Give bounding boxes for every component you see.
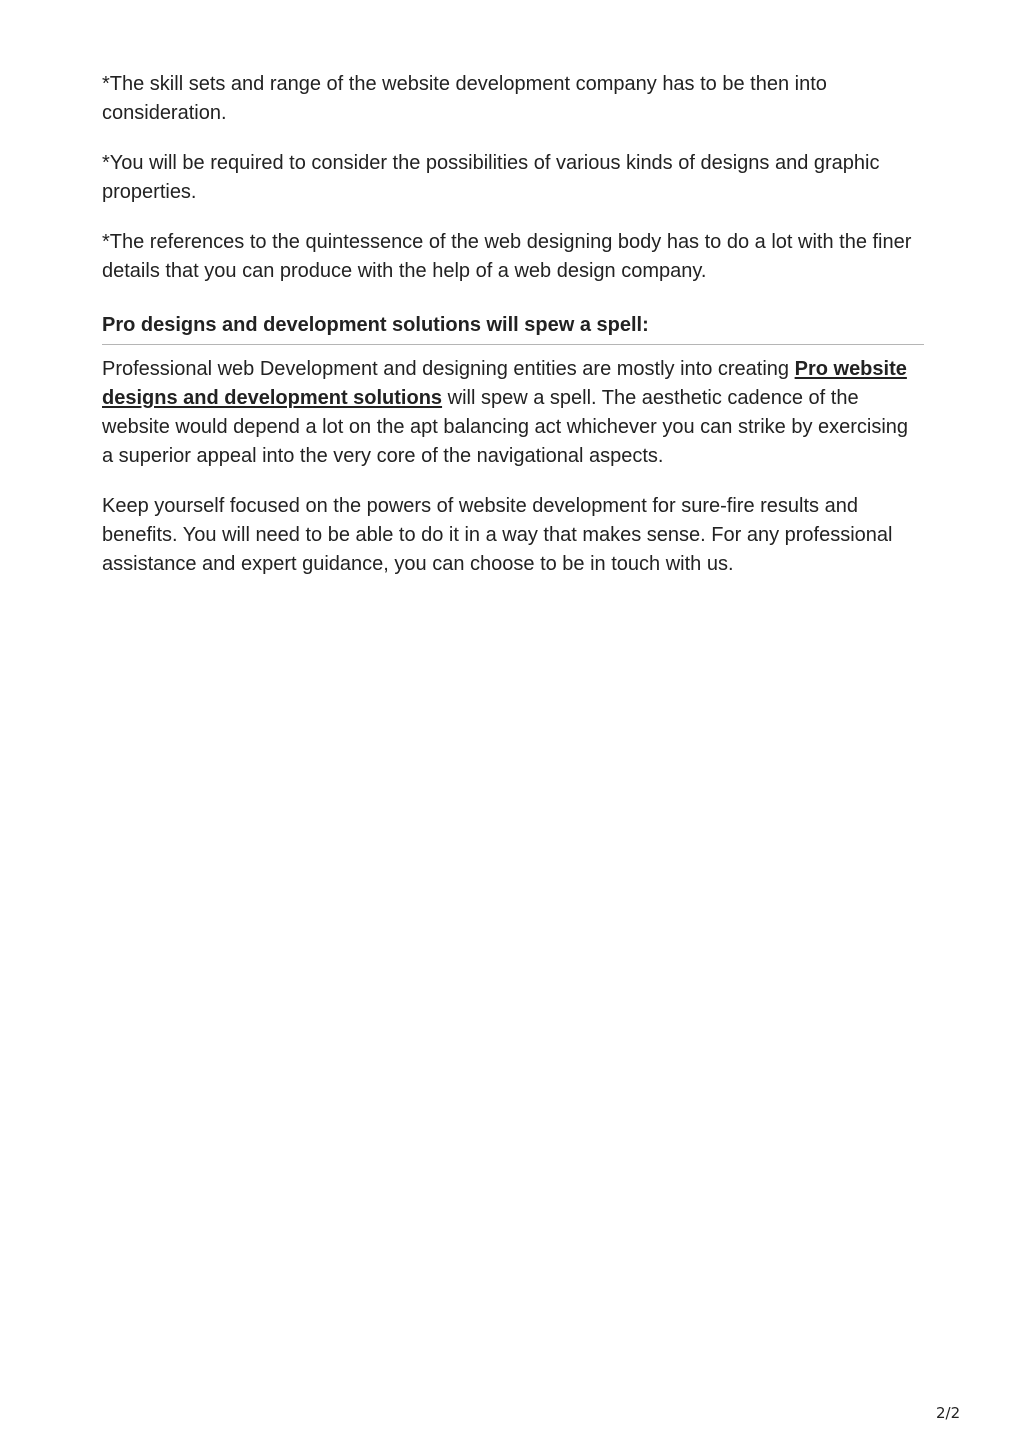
section-paragraph-keep-focused: Keep yourself focused on the powers of website development for sure-fire results and benefits. You will need to be able to do it in a way that makes sense. For any professional assistance and expert guidance, you can choose to be in touch with us. [102,495,893,575]
document-body [102,70,924,600]
section-heading: Pro designs and development solutions will spew a spell: [102,311,924,345]
page-number: 2/2 [936,1404,961,1422]
bullet-paragraph-designs: *You will be required to consider the possibilities of various kinds of designs and graphic properties. [102,152,880,203]
pro-website-designs-link[interactable]: Pro website designs and development solutions [102,358,907,409]
paragraph-text-after-link: will spew a spell. The aesthetic cadence of the website would depend a lot on the apt balancing act whichever you can strike by exercising a superior appeal into the very core of the navigational aspects. [102,387,909,467]
paragraph-text-before-link: Professional web Development and designing entities are mostly into creating [102,358,795,380]
section-paragraph-professional [102,355,924,471]
bullet-paragraph-skill-sets: *The skill sets and range of the website development company has to be then into consideration. [102,73,827,124]
bullet-paragraph-references: *The references to the quintessence of the web designing body has to do a lot with the finer details that you can produce with the help of a web design company. [102,231,912,282]
